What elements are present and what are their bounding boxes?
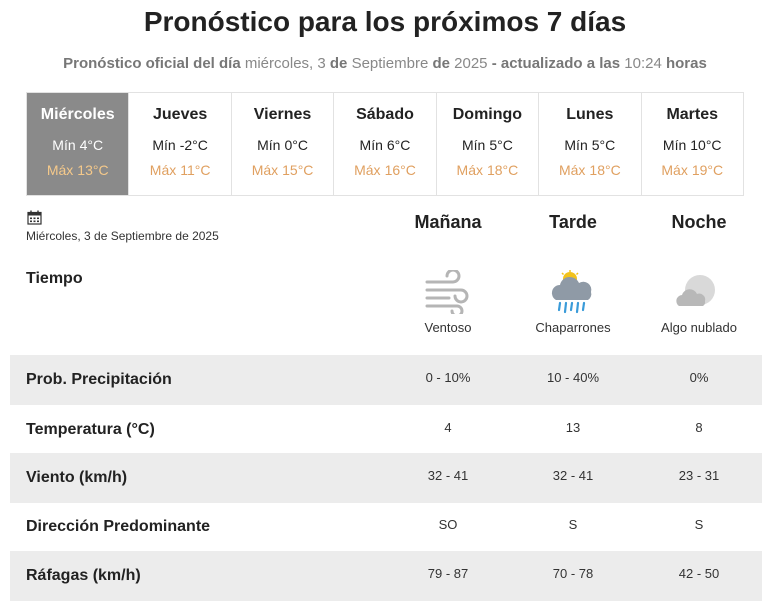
day-name: Domingo: [452, 106, 523, 123]
row-precipitation: [10, 355, 762, 405]
page-title: Pronóstico para los próximos 7 días: [143, 6, 627, 37]
day-tab-miercoles[interactable]: [27, 93, 129, 195]
wind-icon: [423, 270, 473, 314]
column-tarde: Tarde: [549, 212, 597, 232]
day-name: Miércoles: [40, 106, 115, 123]
day-max-temp: Máx 19°C: [661, 162, 724, 178]
day-min-temp: Mín 4°C: [52, 137, 104, 153]
calendar-icon: [27, 210, 42, 225]
day-min-temp: Mín 10°C: [662, 137, 722, 153]
row-label: Dirección Predominante: [26, 518, 211, 535]
tiempo-label: Tiempo: [26, 270, 83, 287]
column-manana: Mañana: [414, 212, 482, 232]
subtitle-de: de: [432, 55, 450, 72]
row-label: Ráfagas (km/h): [26, 567, 141, 584]
cell-manana: 4: [444, 420, 452, 435]
day-tab-viernes[interactable]: [232, 93, 334, 195]
day-max-temp: Máx 18°C: [456, 162, 519, 178]
day-tabs: [26, 92, 744, 196]
selected-date: Miércoles, 3 de Septiembre de 2025: [26, 229, 219, 243]
column-noche: Noche: [671, 212, 727, 232]
cell-manana: 32 - 41: [427, 468, 469, 483]
subtitle-hours: horas: [665, 55, 707, 72]
cell-tarde: 32 - 41: [552, 468, 594, 483]
day-max-temp: Máx 11°C: [149, 162, 211, 178]
weather-text-manana: Ventoso: [424, 320, 472, 335]
cell-manana: 0 - 10%: [425, 370, 471, 385]
subtitle-updated: - actualizado a las: [491, 55, 621, 72]
row-wind: [10, 453, 762, 503]
weather-text-noche: Algo nublado: [661, 320, 737, 335]
day-name: Jueves: [153, 106, 208, 123]
day-max-temp: Máx 13°C: [46, 162, 109, 178]
day-max-temp: Máx 18°C: [558, 162, 621, 178]
day-tab-jueves[interactable]: [129, 93, 231, 195]
row-label: Temperatura (°C): [26, 421, 155, 438]
cell-manana: SO: [438, 517, 458, 532]
weather-text-tarde: Chaparrones: [535, 320, 611, 335]
day-name: Viernes: [253, 106, 312, 123]
cell-tarde: 70 - 78: [552, 566, 594, 581]
row-label: Prob. Precipitación: [26, 371, 172, 388]
subtitle-prefix: Pronóstico oficial del día: [63, 55, 241, 72]
day-tab-sabado[interactable]: [334, 93, 436, 195]
subtitle-de: de: [329, 55, 348, 72]
day-max-temp: Máx 15°C: [251, 162, 314, 178]
partly-cloudy-night-icon: [674, 270, 724, 314]
subtitle-weekday: miércoles, 3: [244, 55, 326, 72]
day-min-temp: Mín -2°C: [152, 137, 208, 153]
cell-tarde: S: [568, 517, 578, 532]
day-min-temp: Mín 5°C: [564, 137, 616, 153]
forecast-subtitle: [0, 55, 770, 72]
day-min-temp: Mín 0°C: [257, 137, 308, 153]
row-label: Viento (km/h): [26, 469, 128, 486]
subtitle-time: 10:24: [624, 55, 662, 72]
cell-manana: 79 - 87: [427, 566, 469, 581]
cell-tarde: 13: [565, 420, 581, 435]
day-name: Sábado: [356, 106, 414, 123]
day-max-temp: Máx 16°C: [354, 162, 416, 178]
row-temperature: [10, 405, 762, 455]
showers-icon: [548, 270, 598, 314]
cell-noche: 42 - 50: [678, 566, 720, 581]
row-gusts: [10, 551, 762, 601]
day-tab-lunes[interactable]: [539, 93, 641, 195]
day-min-temp: Mín 6°C: [359, 137, 411, 153]
day-name: Martes: [666, 106, 719, 123]
day-min-temp: Mín 5°C: [461, 137, 513, 153]
cell-noche: 8: [695, 420, 703, 435]
cell-noche: S: [694, 517, 704, 532]
cell-tarde: 10 - 40%: [546, 370, 600, 385]
day-tab-martes[interactable]: [642, 93, 743, 195]
day-name: Lunes: [566, 106, 614, 123]
subtitle-month: Septiembre: [351, 55, 429, 72]
row-direction: [10, 502, 762, 552]
day-tab-domingo[interactable]: [437, 93, 539, 195]
cell-noche: 0%: [689, 370, 709, 385]
cell-noche: 23 - 31: [678, 468, 720, 483]
subtitle-year: 2025: [454, 55, 488, 72]
